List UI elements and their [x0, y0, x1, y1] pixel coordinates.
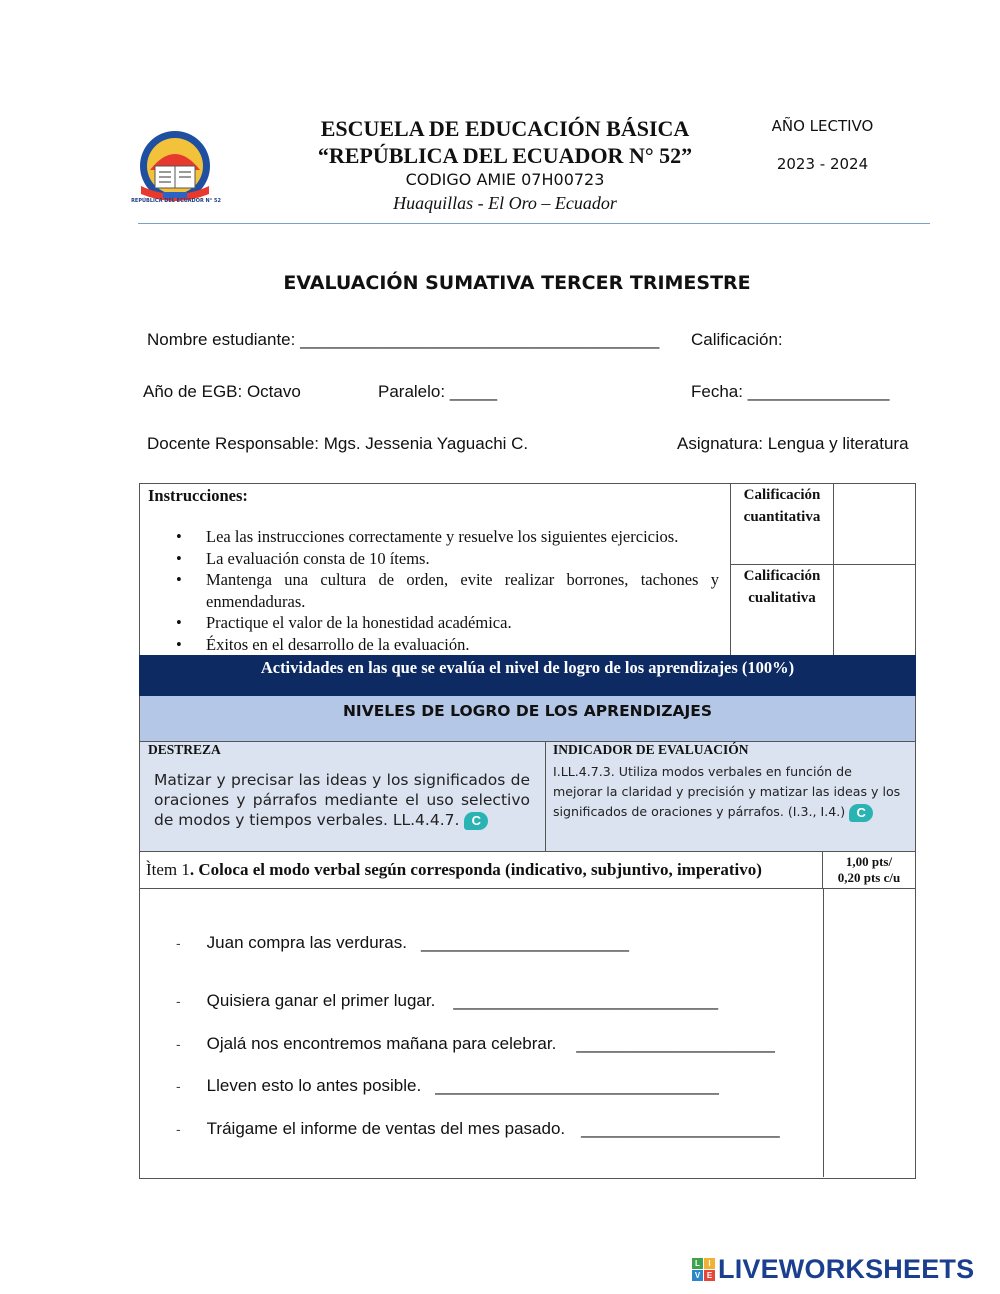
- qualitative-grade-label: Calificación cualitativa: [731, 565, 834, 656]
- cube-letter: V: [692, 1270, 703, 1281]
- subject-name: Asignatura: Lengua y literatura: [677, 434, 909, 453]
- answer-blank[interactable]: ______________________________: [435, 1076, 719, 1095]
- instructions-heading: Instrucciones:: [148, 486, 248, 505]
- answer-blank[interactable]: _____________________: [576, 1034, 775, 1053]
- answer-blank[interactable]: ______________________: [421, 933, 630, 952]
- dash-bullet: -: [176, 1078, 181, 1094]
- teacher-name: Docente Responsable: Mgs. Jessenia Yaguachi C.: [147, 434, 529, 453]
- sentence-list: [140, 889, 823, 1177]
- school-year-value: 2023 - 2024: [776, 155, 869, 173]
- school-year-label: AÑO LECTIVO: [771, 117, 874, 135]
- sentence-text: Tráigame el informe de ventas del mes pasado.: [206, 1119, 566, 1138]
- sentence-text: Lleven esto lo antes posible.: [206, 1076, 422, 1095]
- item1-score-cell[interactable]: [823, 889, 824, 1177]
- item1-instruction: . Coloca el modo verbal según corresponda (indicativo, subjuntivo, imperativo): [189, 860, 762, 879]
- chat-bubble-icon[interactable]: C: [464, 812, 488, 830]
- amie-code: CODIGO AMIE 07H00723: [405, 170, 605, 189]
- destreza-cell: [139, 742, 546, 852]
- item1-number: Ìtem 1: [146, 860, 190, 879]
- dash-bullet: -: [176, 935, 181, 951]
- instructions-list: [140, 526, 731, 655]
- list-item: • Éxitos en el desarrollo de la evaluación.: [140, 634, 731, 656]
- list-item: [176, 1119, 780, 1139]
- item1-header: [140, 852, 823, 889]
- item1-points: [823, 852, 915, 889]
- instructions-cell: [140, 484, 731, 656]
- destreza-text-block: [154, 770, 530, 830]
- school-name-line2: “REPÚBLICA DEL ECUADOR N° 52”: [317, 143, 693, 168]
- cube-letter: I: [704, 1258, 715, 1269]
- indicator-text: I.LL.4.7.3. Utiliza modos verbales en función de mejorar la claridad y precisión y matizar las ideas y los significados de oraciones y párrafos. (I.3., I.4.): [553, 764, 901, 819]
- sentence-text: Ojalá nos encontremos mañana para celebrar.: [206, 1034, 557, 1053]
- paralelo-field[interactable]: Paralelo: _____: [378, 382, 498, 401]
- list-item: • Practique el valor de la honestidad académica.: [140, 612, 731, 634]
- dash-bullet: -: [176, 993, 181, 1009]
- answer-blank[interactable]: _____________________: [581, 1119, 780, 1138]
- cube-letter: E: [704, 1270, 715, 1281]
- grade-label: Calificación:: [691, 330, 783, 349]
- list-item: [176, 933, 629, 953]
- quantitative-grade-label: Calificación cuantitativa: [731, 484, 834, 565]
- quantitative-grade-input[interactable]: [834, 484, 915, 565]
- logo-caption: REPÚBLICA DEL ECUADOR N° 52: [131, 198, 221, 204]
- sentence-text: Juan compra las verduras.: [206, 933, 407, 952]
- chat-bubble-icon[interactable]: C: [849, 804, 873, 822]
- dash-bullet: -: [176, 1121, 181, 1137]
- egb-year: Año de EGB: Octavo: [143, 382, 301, 401]
- instructions-table: [139, 483, 916, 656]
- school-location: Huaquillas - El Oro – Ecuador: [393, 193, 617, 213]
- page-title: EVALUACIÓN SUMATIVA TERCER TRIMESTRE: [283, 272, 751, 294]
- indicator-cell: [546, 742, 916, 852]
- cube-letter: L: [692, 1258, 703, 1269]
- cube-icon: [692, 1258, 716, 1282]
- indicator-text-block: [553, 762, 905, 822]
- levels-banner: NIVELES DE LOGRO DE LOS APRENDIZAJES: [139, 696, 916, 742]
- list-item: [176, 1034, 775, 1054]
- indicator-label: INDICADOR DE EVALUACIÓN: [553, 742, 749, 757]
- list-item: • Lea las instrucciones correctamente y resuelve los siguientes ejercicios.: [140, 526, 731, 548]
- date-field[interactable]: Fecha: _______________: [691, 382, 890, 401]
- destreza-text: Matizar y precisar las ideas y los significados de oraciones y párrafos mediante el uso selectivo de modos y tiempos verbales. LL.4.4.7.: [154, 771, 530, 829]
- qualitative-grade-input[interactable]: [834, 565, 915, 656]
- activities-banner: Actividades en las que se evalúa el nivel de logro de los aprendizajes (100%): [139, 655, 916, 696]
- list-item: [176, 991, 718, 1011]
- header-divider: [138, 223, 930, 224]
- item1-table: [139, 852, 916, 1179]
- brand-name[interactable]: LIVEWORKSHEETS: [718, 1254, 975, 1284]
- sentence-text: Quisiera ganar el primer lugar.: [206, 991, 436, 1010]
- list-item: • La evaluación consta de 10 ítems.: [140, 548, 731, 570]
- destreza-label: DESTREZA: [148, 742, 221, 757]
- points-total: 1,00 pts/: [845, 854, 893, 869]
- school-name-line1: ESCUELA DE EDUCACIÓN BÁSICA: [320, 116, 690, 141]
- list-item: • Mantenga una cultura de orden, evite realizar borrones, tachones y enmendaduras.: [140, 569, 731, 612]
- list-item: [176, 1076, 719, 1096]
- dash-bullet: -: [176, 1036, 181, 1052]
- student-name-field[interactable]: Nombre estudiante: ______________________________________: [147, 330, 660, 349]
- answer-blank[interactable]: ____________________________: [453, 991, 719, 1010]
- points-each: 0,20 pts c/u: [837, 870, 901, 885]
